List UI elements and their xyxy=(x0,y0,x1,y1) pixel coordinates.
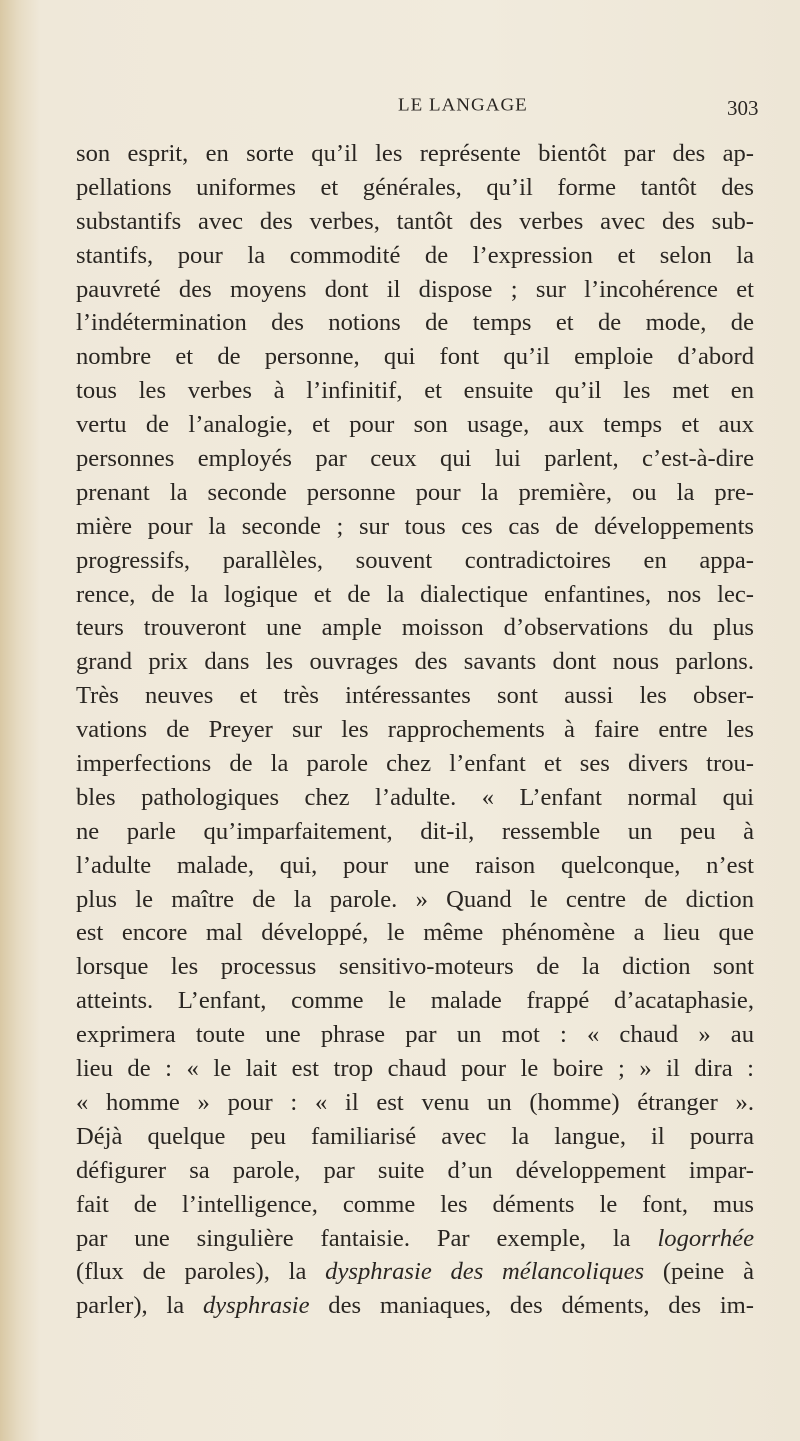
page-number: 303 xyxy=(727,96,759,120)
text-line: nombre et de personne, qui font qu’il emploie d’abord xyxy=(76,343,754,371)
text-line: rence, de la logique et de la dialectique enfantines, nos lec- xyxy=(76,580,754,608)
text-line: teurs trouveront une ample moisson d’observations du plus xyxy=(76,614,754,642)
text-line: grand prix dans les ouvrages des savants dont nous parlons. xyxy=(76,648,754,676)
text-line: lieu de : « le lait est trop chaud pour le boire ; » il dira : xyxy=(76,1055,754,1083)
text-line: pauvreté des moyens dont il dispose ; sur l’incohérence et xyxy=(76,275,754,303)
text-line: atteints. L’enfant, comme le malade frappé d’acataphasie, xyxy=(76,987,754,1015)
text-line: l’adulte malade, qui, pour une raison quelconque, n’est xyxy=(76,851,754,879)
text-line: tous les verbes à l’infinitif, et ensuite qu’il les met en xyxy=(76,377,754,405)
text-line: parler), la dysphrasie des maniaques, des déments, des im- xyxy=(76,1292,754,1320)
text-line: substantifs avec des verbes, tantôt des verbes avec des sub- xyxy=(76,207,754,235)
text-line: lorsque les processus sensitivo-moteurs de la diction sont xyxy=(76,953,754,981)
text-line: personnes employés par ceux qui lui parlent, c’est-à-dire xyxy=(76,445,754,473)
text-line: pellations uniformes et générales, qu’il forme tantôt des xyxy=(76,173,754,201)
text-line: Déjà quelque peu familiarisé avec la langue, il pourra xyxy=(76,1122,754,1150)
text-line: progressifs, parallèles, souvent contradictoires en appa- xyxy=(76,546,754,574)
text-line: stantifs, pour la commodité de l’expression et selon la xyxy=(76,241,754,269)
text-line: défigurer sa parole, par suite d’un développement impar- xyxy=(76,1156,754,1184)
text-line: (flux de paroles), la dysphrasie des mélancoliques (peine à xyxy=(76,1258,754,1286)
text-line: par une singulière fantaisie. Par exemple, la logorrhée xyxy=(76,1224,754,1252)
body-text xyxy=(76,137,754,1323)
text-line: plus le maître de la parole. » Quand le centre de diction xyxy=(76,885,754,913)
text-line: ne parle qu’imparfaitement, dit-il, ressemble un peu à xyxy=(76,817,754,845)
text-line: vations de Preyer sur les rapprochements à faire entre les xyxy=(76,716,754,744)
text-line: mière pour la seconde ; sur tous ces cas de développements xyxy=(76,512,754,540)
text-line: exprimera toute une phrase par un mot : « chaud » au xyxy=(76,1021,754,1049)
text-line: fait de l’intelligence, comme les déments le font, mus xyxy=(76,1190,754,1218)
text-line: est encore mal développé, le même phénomène a lieu que xyxy=(76,919,754,947)
running-title: LE LANGAGE xyxy=(398,96,528,116)
text-line: l’indétermination des notions de temps et de mode, de xyxy=(76,309,754,337)
text-line: son esprit, en sorte qu’il les représente bientôt par des ap- xyxy=(76,140,754,167)
text-line: prenant la seconde personne pour la première, ou la pre- xyxy=(76,478,754,506)
text-line: vertu de l’analogie, et pour son usage, aux temps et aux xyxy=(76,411,754,439)
text-line: « homme » pour : « il est venu un (homme) étranger ». xyxy=(76,1088,754,1116)
text-line: imperfections de la parole chez l’enfant et ses divers trou- xyxy=(76,750,754,778)
page-header xyxy=(0,96,800,126)
text-line: bles pathologiques chez l’adulte. « L’enfant normal qui xyxy=(76,783,754,811)
text-line: Très neuves et très intéressantes sont aussi les obser- xyxy=(76,682,754,710)
